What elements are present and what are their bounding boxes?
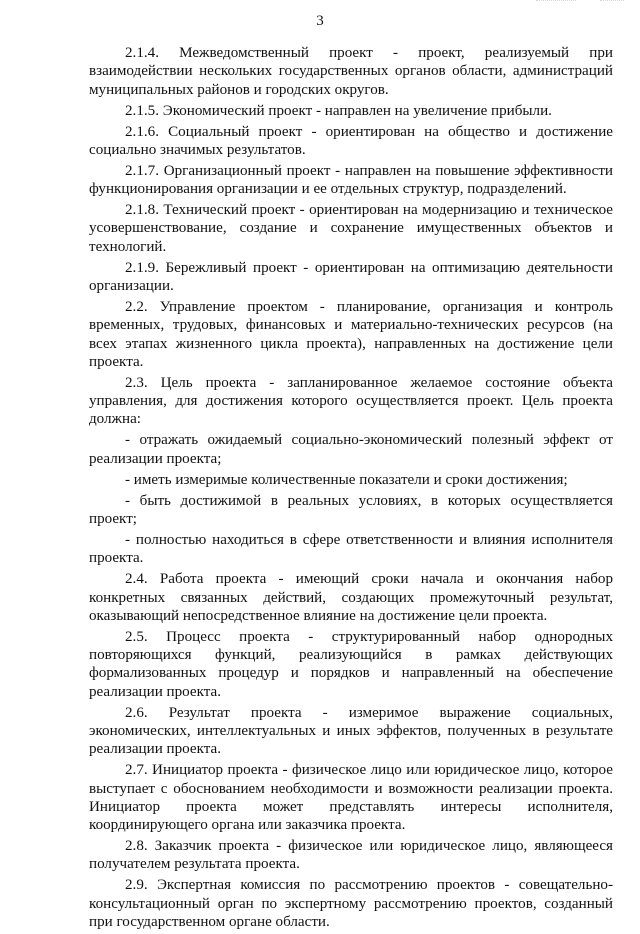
- paragraph-2-2: 2.2. Управление проектом - планирование, организация и контроль временных, трудовых, финансовых и материально-технических ресурсов (на всех этапах жизненного цикла проекта), направленных на достижение цели проекта.: [89, 298, 613, 370]
- paragraph-2-1-5: 2.1.5. Экономический проект - направлен на увеличение прибыли.: [125, 102, 552, 119]
- document-body: [89, 44, 613, 934]
- paragraph-2-1-6: 2.1.6. Социальный проект - ориентирован на общество и достижение социально значимых результатов.: [89, 123, 613, 158]
- paragraph-2-9: 2.9. Экспертная комиссия по рассмотрению проектов - совещательно-консультационный орган по экспертному рассмотрению проектов, созданный при государственном органе области.: [89, 877, 613, 931]
- list-item: - быть достижимой в реальных условиях, в которых осуществляется проект;: [89, 492, 613, 527]
- list-item: - иметь измеримые количественные показатели и сроки достижения;: [125, 471, 568, 488]
- paragraph-2-1-8: 2.1.8. Технический проект - ориентирован на модернизацию и техническое усовершенствование, создание и сохранение имущественных объектов и технологий.: [89, 202, 613, 255]
- paragraph-2-8: 2.8. Заказчик проекта - физическое или юридическое лицо, являющееся получателем результата проекта.: [89, 838, 613, 873]
- paragraph-2-1-4: 2.1.4. Межведомственный проект - проект, реализуемый при взаимодействии нескольких государственных органов области, администраций муниципальных районов и городских округов.: [89, 45, 613, 98]
- page-number: 3: [316, 13, 324, 29]
- paragraph-2-1-7: 2.1.7. Организационный проект - направлен на повышение эффективности функционирования организации и ее отдельных структур, подразделений.: [89, 162, 613, 198]
- list-item: - полностью находиться в сфере ответственности и влияния исполнителя проекта.: [89, 531, 613, 567]
- list-item: - отражать ожидаемый социально-экономический полезный эффект от реализации проекта;: [89, 432, 613, 467]
- paragraph-2-1-9: 2.1.9. Бережливый проект - ориентирован на оптимизацию деятельности организации.: [89, 259, 613, 294]
- paragraph-2-5: 2.5. Процесс проекта - структурированный набор однородных повторяющихся функций, реализующийся в рамках действующих формализованных процедур и порядков и направленный на обеспечение реализации проекта.: [89, 628, 613, 700]
- paragraph-2-3: 2.3. Цель проекта - запланированное желаемое состояние объекта управления, для достижения которого осуществляется проект. Цель проекта должна:: [89, 374, 613, 428]
- paragraph-2-4: 2.4. Работа проекта - имеющий сроки начала и окончания набор конкретных связанных действий, создающих промежуточный результат, оказывающий непосредственное влияние на достижение цели проекта.: [89, 571, 613, 624]
- paragraph-2-6: 2.6. Результат проекта - измеримое выражение социальных, экономических, интеллектуальных и иных эффектов, полученных в результате реализации проекта.: [89, 704, 613, 758]
- paragraph-2-7: 2.7. Инициатор проекта - физическое лицо или юридическое лицо, которое выступает с обоснованием необходимости и возможности реализации проекта. Инициатор проекта может представлять интересы исполнителя, координирующего органа или заказчика проекта.: [89, 762, 613, 834]
